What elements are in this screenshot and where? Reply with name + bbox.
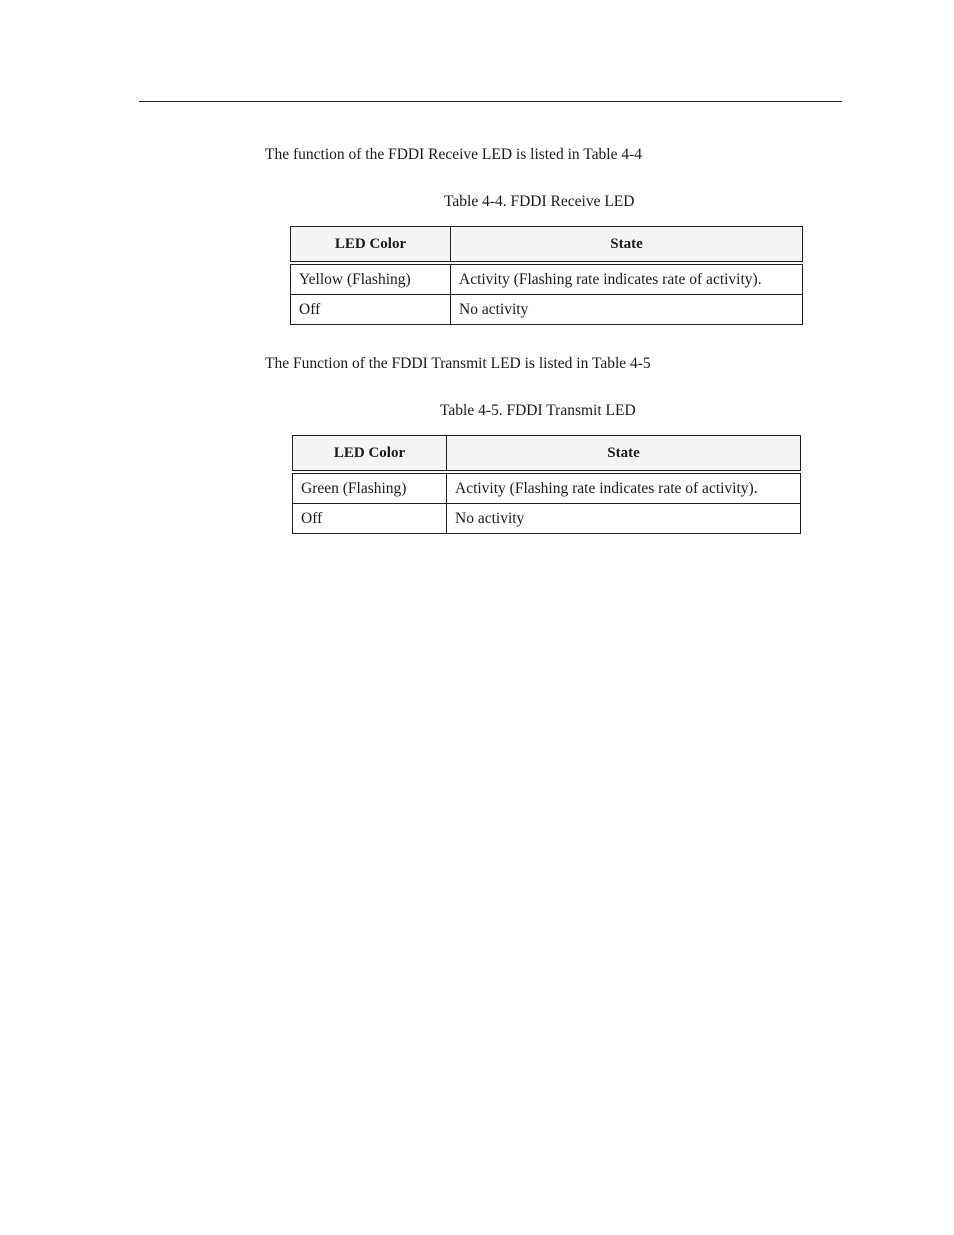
state-cell: Activity (Flashing rate indicates rate of activity). [451, 263, 803, 295]
table-4-4-caption: Table 4-4. FDDI Receive LED [444, 193, 635, 210]
intro-receive-paragraph: The function of the FDDI Receive LED is listed in Table 4-4 [265, 146, 642, 163]
led-color-cell: Off [291, 295, 451, 325]
table-header-row [291, 227, 803, 264]
table-row [291, 295, 803, 325]
header-rule [139, 101, 842, 102]
column-header-led-color: LED Color [291, 227, 451, 264]
led-color-cell: Green (Flashing) [293, 472, 447, 504]
column-header-state: State [447, 436, 801, 473]
column-header-state: State [451, 227, 803, 264]
column-header-led-color: LED Color [293, 436, 447, 473]
fddi-receive-led-table [290, 226, 803, 325]
state-cell: No activity [447, 504, 801, 534]
table-4-5-caption: Table 4-5. FDDI Transmit LED [440, 402, 636, 419]
led-color-cell: Yellow (Flashing) [291, 263, 451, 295]
fddi-transmit-led-table [292, 435, 801, 534]
table-row [293, 472, 801, 504]
table-row [291, 263, 803, 295]
table-header-row [293, 436, 801, 473]
table-row [293, 504, 801, 534]
state-cell: No activity [451, 295, 803, 325]
intro-transmit-paragraph: The Function of the FDDI Transmit LED is listed in Table 4-5 [265, 355, 651, 372]
led-color-cell: Off [293, 504, 447, 534]
state-cell: Activity (Flashing rate indicates rate of activity). [447, 472, 801, 504]
